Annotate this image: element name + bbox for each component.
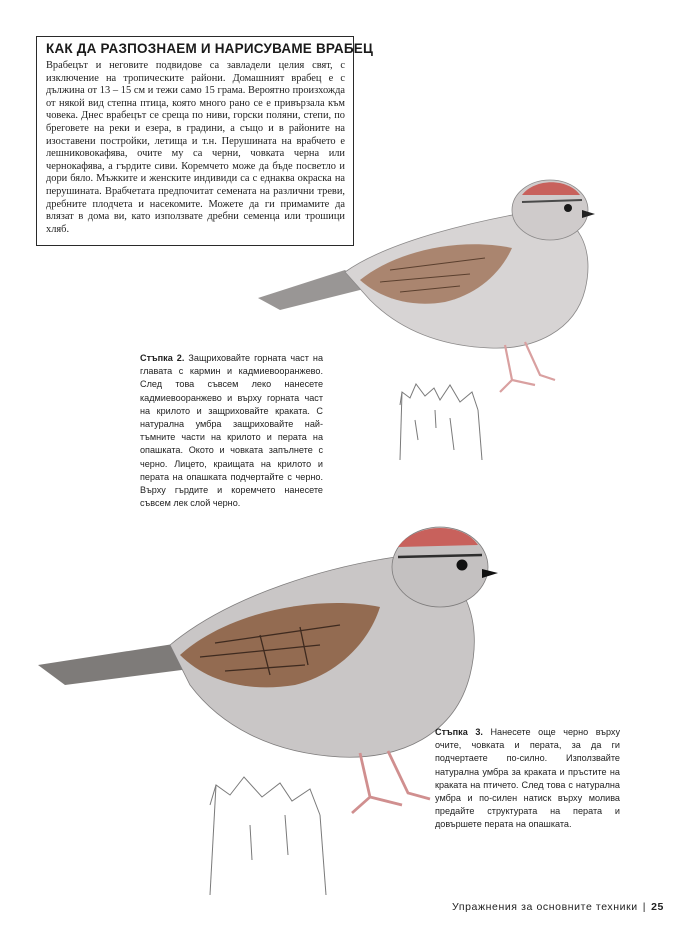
eye-shape	[457, 560, 468, 571]
step-3-label: Стъпка 3.	[435, 727, 483, 737]
legs-shape	[500, 342, 555, 392]
step-2-caption	[140, 352, 323, 510]
step-2-text: Защриховайте горната част на главата с кармин и кадмиевооранжево. След това съвсем леко нанесете кадмиевооранжево и върху горната част на крилото и защриховайте краката. С натурална умбра защриховайте най-тъмните части на крилото и перата на опашката. Окото и човката запълнете с черно. Лицето, краищата на крилото и перата на опашката подчертайте с черно. Върху гърдите и коремчето нанесете съвсем лек слой черно.	[140, 353, 323, 509]
info-box-body: Врабецът и неговите подвидове са завладели целия свят, с изключение на тропическите райони. Домашният врабец е с дължина от 13 – 15 см и тежи само 15 грама. Вероятно произхожда от някой вид степна птица, която много рано се е привързала към човека. Днес врабецът се среща по ниви, горски поляни, степи, по бреговете на реки и езера, в градини, а също и в районите на изоставени постройки, летища и т.н. Перушината на врабчето е лешниковокафява, очите му са черни, човката черна или чернокафява, а гърдите сиви. Коремчето може да бъде посветло и дори бяло. Мъжките и женските индивиди са с еднаква окраска на перушината. Врабчетата предпочитат семената на различни треви, дребните плодчета и насекомите. Можете да ги примамите да влязат в дома ви, като използвате дребни семенца или трошици хляб.	[46, 60, 345, 235]
stump-sketch	[400, 384, 482, 460]
info-box-title: КАК ДА РАЗПОЗНАЕМ И НАРИСУВАМЕ ВРАБЕЦ	[46, 41, 374, 56]
step-2-label: Стъпка 2.	[140, 353, 185, 363]
footer-section-title: Упражнения за основните техники	[452, 901, 638, 913]
eye-shape	[564, 204, 572, 212]
step-3-text: Нанесете още черно върху очите, човката и перата, за да ги подчертаете по-силно. Използвайте натурална умбра за краката и пръстите на краката на птичето. След това с натурална умбра и по-силен натиск върху молива предайте структурата на перата и довършете перата на опашката.	[435, 727, 620, 830]
step-3-caption	[435, 726, 620, 832]
sparrow-step3-illustration	[30, 515, 500, 895]
page-number: 25	[651, 901, 664, 913]
beak-shape	[582, 210, 595, 218]
legs-shape	[352, 751, 430, 813]
stump-sketch	[210, 777, 326, 895]
beak-shape	[482, 569, 498, 578]
page-footer	[452, 901, 664, 913]
footer-separator: |	[642, 901, 647, 913]
crown-shape	[398, 528, 478, 547]
